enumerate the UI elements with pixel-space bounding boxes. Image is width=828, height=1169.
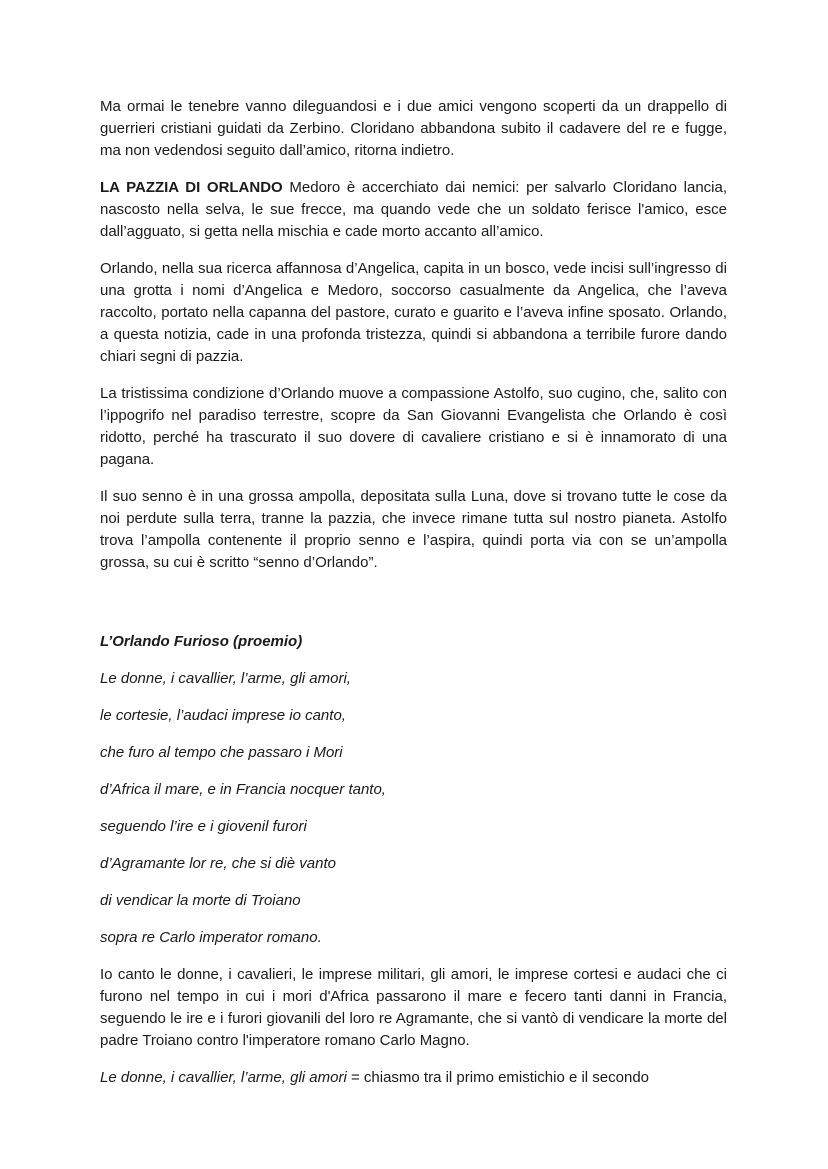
paragraph-ambush: Ma ormai le tenebre vanno dileguandosi e i due amici vengono scoperti da un drappello di guerrieri cristiani guidati da Zerbino. Cloridano abbandona subito il cadavere del re e fugge, ma non vedendosi seguito dall’amico, ritorna indietro. (100, 98, 727, 159)
note-quote: Le donne, i cavallier, l’arme, gli amori (100, 1069, 347, 1086)
verse-line: seguendo l’ire e i giovenil furori (100, 818, 307, 835)
verse-line: sopra re Carlo imperator romano. (100, 929, 322, 946)
paragraph-orlando-search: Orlando, nella sua ricerca affannosa d’Angelica, capita in un bosco, vede incisi sull’ingresso di una grotta i nomi d’Angelica e Medoro, soccorso casualmente da Angelica, che l’aveva raccolto, portato nella capanna del pastore, curato e guarito e l’aveva infine sposato. Orlando, a questa notizia, cade in una profonda tristezza, quindi si abbandona a terribile furore dando chiari segni di pazzia. (100, 260, 727, 365)
verse-line: che furo al tempo che passaro i Mori (100, 744, 343, 761)
section-spacer (100, 589, 727, 631)
poem-title: L’Orlando Furioso (proemio) (100, 633, 303, 650)
paragraph-astolfo: La tristissima condizione d’Orlando muove a compassione Astolfo, suo cugino, che, salito con l’ippogrifo nel paradiso terrestre, scopre da San Giovanni Evangelista che Orlando è così ridotto, perché ha trascurato il suo dovere di cavaliere cristiano e si è innamorato di una pagana. (100, 385, 727, 468)
verse-line: di vendicar la morte di Troiano (100, 892, 301, 909)
paragraph-paraphrase: Io canto le donne, i cavalieri, le imprese militari, gli amori, le imprese cortesi e audaci che ci furono nel tempo in cui i mori d'Africa passarono il mare e fecero tanti danni in Francia, seguendo le ire e i furori giovanili del loro re Agramante, che si vantò di vendicare la morte del padre Troiano contro l'imperatore romano Carlo Magno. (100, 966, 727, 1049)
verse-line: le cortesie, l’audaci imprese io canto, (100, 707, 346, 724)
document-page (100, 96, 727, 1089)
note-text: = chiasmo tra il primo emistichio e il secondo (346, 1069, 650, 1086)
verse-line: Le donne, i cavallier, l’arme, gli amori, (100, 670, 351, 687)
verse-line: d’Agramante lor re, che si diè vanto (100, 855, 336, 872)
paragraph-madness (100, 177, 727, 243)
section-heading-pazzia: LA PAZZIA DI ORLANDO (100, 179, 283, 196)
paragraph-madness-text: Medoro è accerchiato dai nemici: per salvarlo Cloridano lancia, nascosto nella selva, le sue frecce, ma quando vede che un soldato ferisce l'amico, esce dall’agguato, si getta nella mischia e cade morto accanto all’amico. (100, 179, 728, 240)
verse-line: d’Africa il mare, e in Francia nocquer tanto, (100, 781, 386, 798)
paragraph-senno: Il suo senno è in una grossa ampolla, depositata sulla Luna, dove si trovano tutte le cose da noi perdute sulla terra, tranne la pazzia, che invece rimane tutta sul nostro pianeta. Astolfo trova l’ampolla contenente il proprio senno e l’aspira, quindi porta via con se un’ampolla grossa, su cui è scritto “senno d’Orlando”. (100, 488, 727, 571)
chiasmus-note (100, 1067, 727, 1089)
